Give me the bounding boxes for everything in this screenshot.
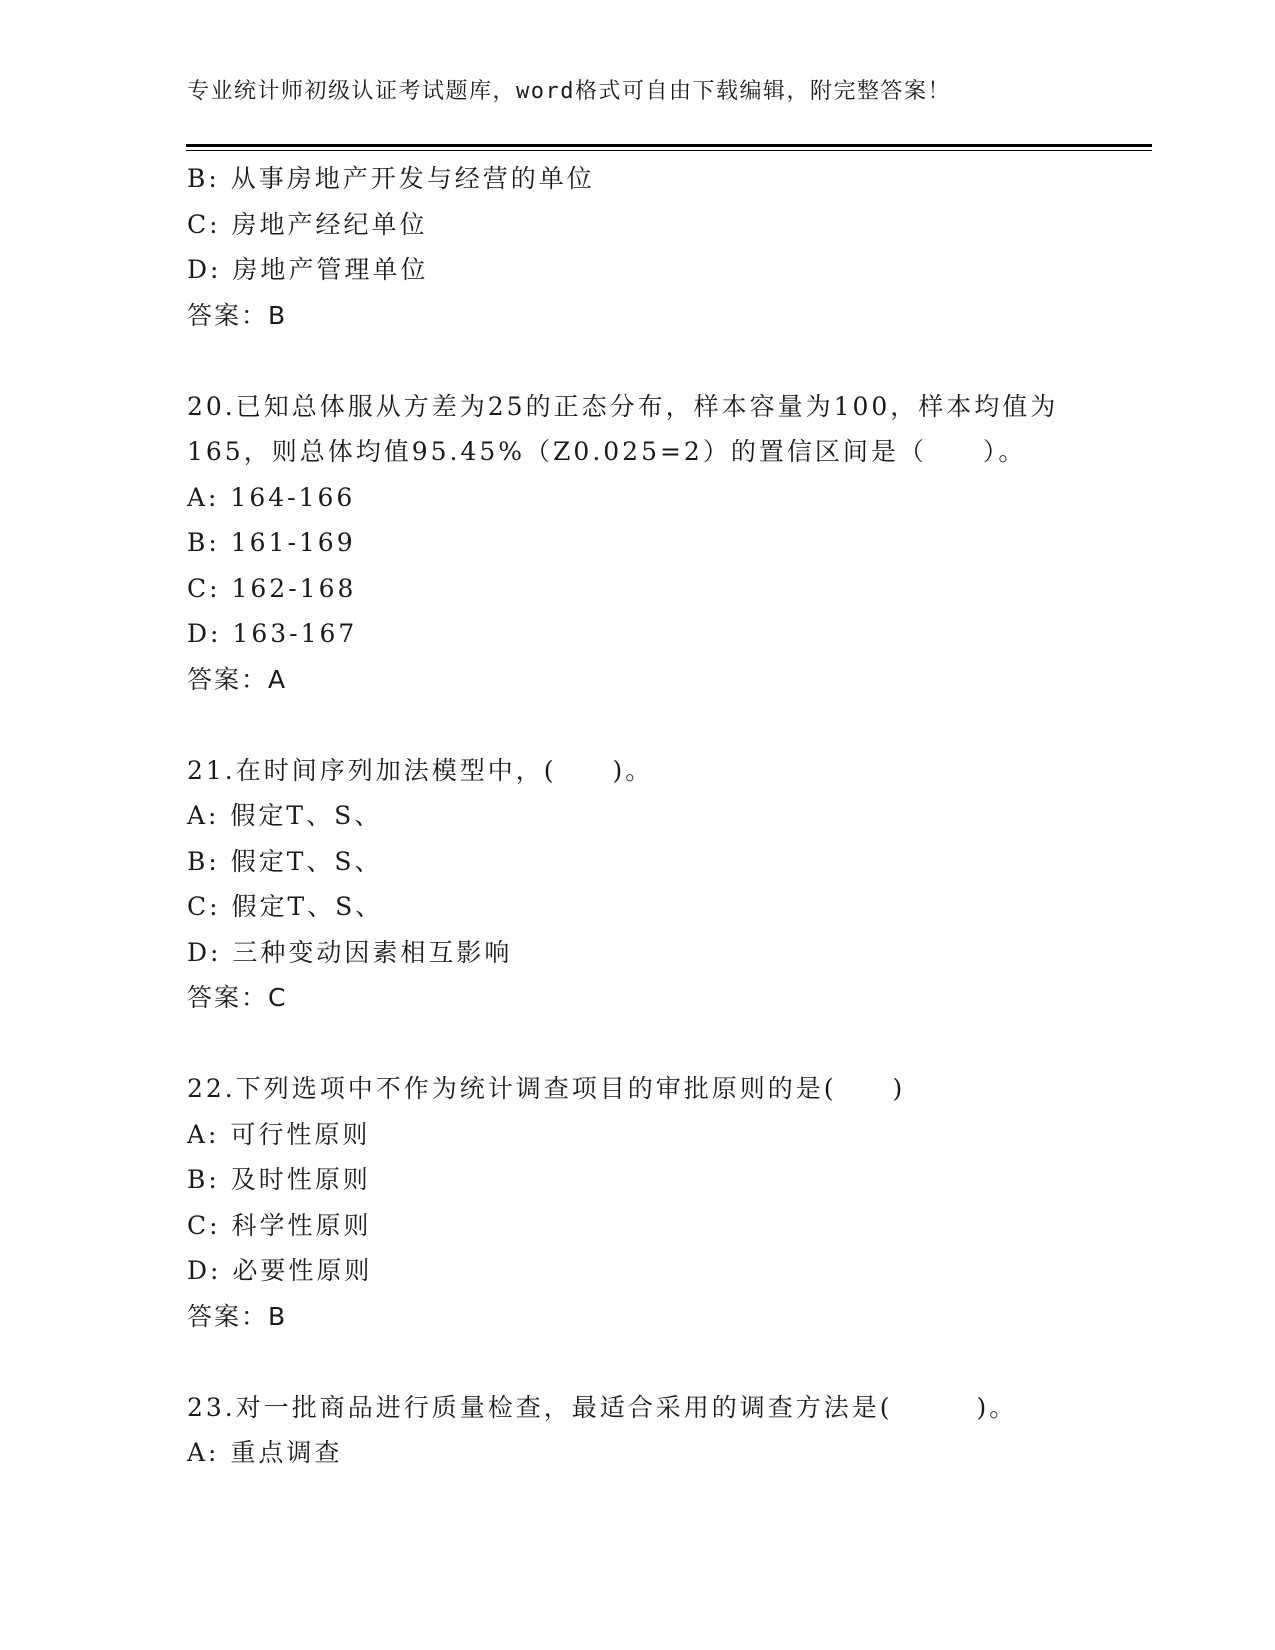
- option-c: C: 假定T、S、: [187, 892, 384, 921]
- option-c: C: 房地产经纪单位: [187, 209, 428, 239]
- question-stem: 23.对一批商品进行质量检查，最适合采用的调查方法是( )。: [187, 1392, 1018, 1422]
- option-a: A: 164-166: [187, 482, 356, 512]
- question-stem: 22.下列选项中不作为统计调查项目的审批原则的是( ): [187, 1074, 906, 1103]
- answer-line: 答案：B: [187, 1301, 288, 1331]
- option-b: B: 假定T、S、: [187, 846, 383, 876]
- option-d: D: 房地产管理单位: [187, 255, 429, 284]
- option-d: D: 必要性原则: [187, 1256, 373, 1285]
- option-c: C: 科学性原则: [187, 1210, 372, 1240]
- question-stem: 21.在时间序列加法模型中，( )。: [187, 755, 654, 785]
- header-rule-thin: [186, 150, 1152, 151]
- question-block-22: [187, 1066, 1147, 1339]
- question-block-21: [187, 748, 1147, 1021]
- answer-line: 答案：B: [187, 300, 288, 330]
- option-c: C: 162-168: [187, 573, 357, 603]
- option-a: A: 假定T、S、: [187, 801, 383, 830]
- spacer: [187, 702, 1147, 748]
- question-list: [187, 156, 1147, 1476]
- option-a: A: 可行性原则: [187, 1119, 371, 1149]
- question-stem-continued: 165，则总体均值95.45%（Z0.025=2）的置信区间是（ ）。: [187, 437, 1027, 466]
- spacer: [187, 1339, 1147, 1385]
- question-block-19: [187, 156, 1147, 338]
- question-block-23: [187, 1385, 1147, 1476]
- option-b: B: 161-169: [187, 528, 356, 557]
- question-block-20: [187, 384, 1147, 703]
- option-b: B: 从事房地产开发与经营的单位: [187, 164, 595, 193]
- option-d: D: 163-167: [187, 619, 358, 648]
- option-a: A: 重点调查: [187, 1438, 343, 1467]
- spacer: [187, 338, 1147, 384]
- answer-line: 答案：A: [187, 664, 288, 694]
- option-b: B: 及时性原则: [187, 1165, 371, 1194]
- spacer: [187, 1021, 1147, 1067]
- header-rule-thick: [186, 144, 1152, 147]
- option-d: D: 三种变动因素相互影响: [187, 937, 513, 967]
- answer-line: 答案：C: [187, 983, 288, 1012]
- question-stem: 20.已知总体服从方差为25的正态分布，样本容量为100，样本均值为: [187, 391, 1059, 421]
- page-header: 专业统计师初级认证考试题库，word格式可自由下载编辑，附完整答案！: [187, 79, 951, 104]
